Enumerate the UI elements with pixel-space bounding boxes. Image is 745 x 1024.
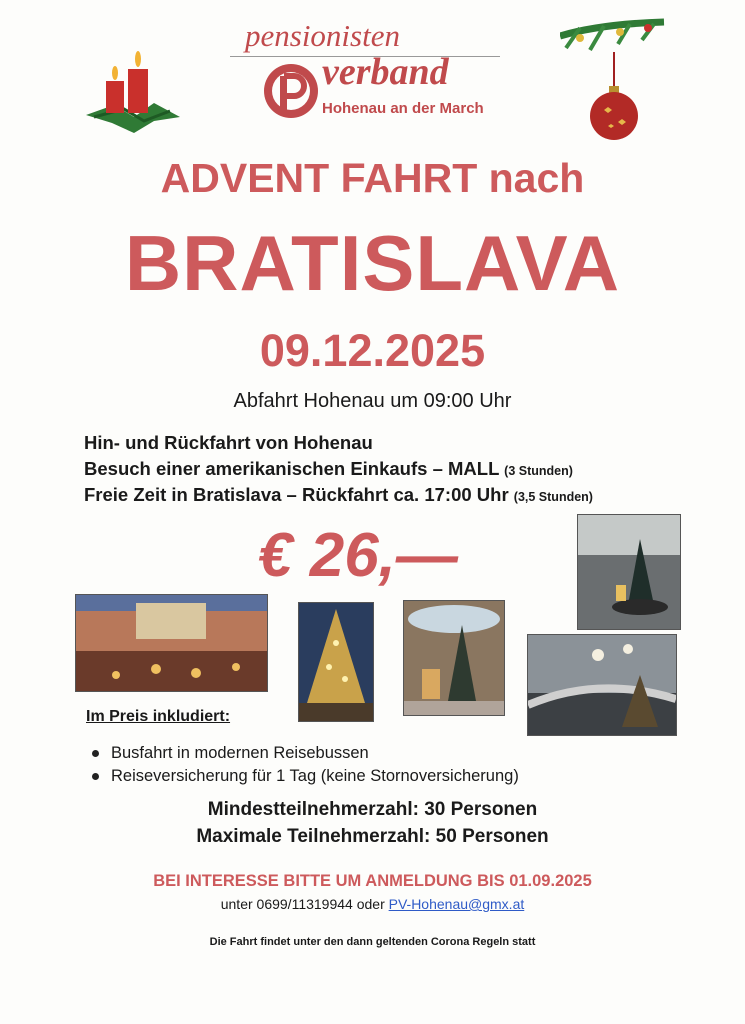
- candles-icon: [84, 45, 184, 137]
- corona-note: Die Fahrt findet unter den dann geltenden Corona Regeln statt: [209, 936, 536, 948]
- included-item: Busfahrt in modernen Reisebussen: [92, 744, 369, 763]
- itinerary-line: [84, 432, 373, 454]
- bullet-icon: [92, 750, 99, 757]
- itinerary-text: Freie Zeit in Bratislava – Rückfahrt ca. 17:00 Uhr: [84, 484, 509, 505]
- logo-location: Hohenau an der March: [322, 100, 484, 117]
- title-line-2: BRATISLAVA: [124, 219, 621, 307]
- contact-email-link[interactable]: PV-Hohenau@gmx.at: [388, 896, 525, 912]
- signup-deadline: BEI INTERESSE BITTE UM ANMELDUNG BIS 01.09.2025: [153, 872, 592, 890]
- logo-wordmark-top: pensionisten: [245, 18, 400, 53]
- itinerary-text: Hin- und Rückfahrt von Hohenau: [84, 432, 373, 453]
- mall-decoration-photo: [527, 634, 677, 736]
- title-line-1: ADVENT FAHRT nach: [160, 155, 585, 201]
- ornament-icon: [560, 18, 666, 144]
- logo-wordmark-bottom: verband: [322, 51, 449, 93]
- max-participants: Maximale Teilnehmerzahl: 50 Personen: [196, 826, 549, 847]
- mall-atrium-photo: [577, 514, 681, 630]
- itinerary-line: [84, 484, 593, 506]
- itinerary-note: (3 Stunden): [504, 464, 573, 478]
- trip-date: 09.12.2025: [259, 325, 486, 376]
- min-participants: Mindestteilnehmerzahl: 30 Personen: [207, 799, 538, 820]
- departure-text: Abfahrt Hohenau um 09:00 Uhr: [233, 390, 512, 412]
- contact-phone: unter 0699/11319944 oder: [220, 896, 385, 912]
- pv-logo-icon: [262, 60, 320, 122]
- christmas-tree-photo: [298, 602, 374, 722]
- itinerary-text: Besuch einer amerikanischen Einkaufs – MALL: [84, 458, 500, 479]
- itinerary-line: [84, 458, 573, 480]
- included-heading: Im Preis inkludiert:: [86, 708, 231, 725]
- bratislava-square-photo: [75, 594, 268, 692]
- itinerary-note: (3,5 Stunden): [513, 490, 593, 504]
- bullet-icon: [92, 773, 99, 780]
- price: € 26,—: [258, 521, 458, 590]
- contact-line: [0, 896, 745, 912]
- included-item: Reiseversicherung für 1 Tag (keine Stornoversicherung): [92, 767, 519, 786]
- mall-tree-photo: [403, 600, 505, 716]
